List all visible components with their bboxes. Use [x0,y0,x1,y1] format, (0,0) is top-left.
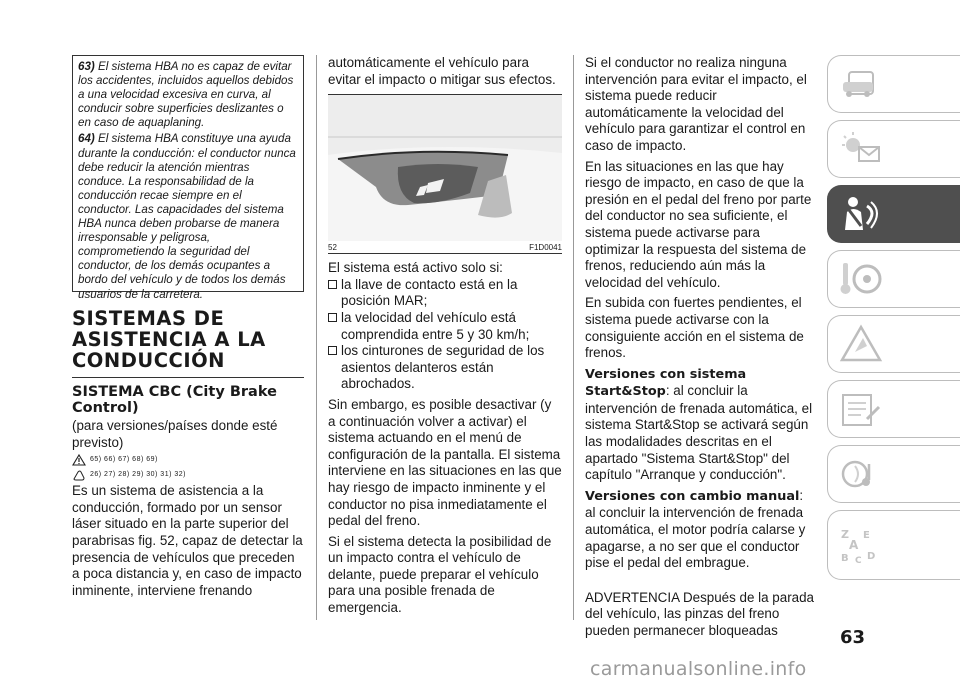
column-divider [316,55,317,620]
caution-refs-text: 26) 27) 28) 29) 30) 31) 32) [90,471,186,479]
warning-64 [78,132,298,301]
cbc-description: Es un sistema de asistencia a la conducción, formado por un sensor láser situado en la parte superior del parabrisas fig. 52, capaz de detectar la presencia de vehículos que preceden a poca distancia y, en caso de impacto inminente, interviene frenando [72,483,303,598]
tab-emergency[interactable] [827,315,960,373]
brake-assist-text: En las situaciones en las que hay riesgo de impacto, en caso de que la presión en el pedal del freno por parte del conductor no sea suficiente, el sistema puede activarse para optimizar la respuesta del sistema de frenos, reduciendo aún más la velocidad del vehículo. [585,158,812,290]
list-item [328,310,562,343]
tab-starting-driving[interactable] [827,250,960,308]
warning-63-number: 63) [78,60,95,73]
tab-safety[interactable] [827,185,960,243]
subsection-title: SISTEMA CBC (City Brake Control) [72,384,277,416]
tab-index[interactable] [827,510,960,580]
figure-52-image [328,95,562,241]
car-dashboard-icon [839,64,883,104]
column-middle [328,55,562,617]
warning-triangle-icon [72,454,86,466]
svg-text:E: E [863,530,870,541]
page-number: 63 [840,627,866,648]
bullet-square-icon [328,313,337,322]
manual-gearbox-body: : al concluir la intervención de frenada automática, el motor podría calarse y apagarse, a no ser que el conductor pise el pedal del embrague. [585,487,806,571]
tab-maintenance[interactable] [827,380,960,438]
watermark-text[interactable]: carmanualsonline.info [590,658,807,680]
caution-hand-icon [72,469,86,481]
section-divider [72,377,304,378]
active-conditions-list [328,277,562,393]
windshield-sensor-illustration [328,95,562,241]
warning-63-text: El sistema HBA no es capaz de evitar los accidentes, incluidos aquellos debidos a una velocidad excesiva en curva, al conducir sobre superficies deslizantes o en caso de aquaplaning. [78,60,294,130]
svg-text:C: C [855,556,862,566]
start-stop-body: : al concluir la intervención de frenada automática, el sistema Start&Stop se activará según las modalidades descritas en el apartado "Sistema Start&Stop" del capítulo "Arranque y conducción". [585,383,813,483]
caution-refs [72,468,304,481]
bullet-square-icon [328,346,337,355]
warning-64-number: 64) [78,132,95,146]
auto-braking-text: Si el conductor no realiza ninguna intervención para evitar el impacto, el sistema puede reducir automáticamente la velocidad del vehículo para garantizar el control en caso de impacto. [585,55,807,153]
index-icon [839,525,883,565]
list-item [328,277,562,310]
warning-lights-icon [839,129,883,169]
seat-belt-safety-icon [839,194,883,234]
list-item-text: la llave de contacto está en la posición MAR; [341,276,518,309]
warning-refs [72,453,304,466]
steering-start-icon [839,259,883,299]
warning-63 [78,60,298,130]
warning-box [72,55,304,301]
list-item [328,343,562,393]
svg-text:Z: Z [841,528,849,541]
column-right [585,55,817,640]
warning-64-text: El sistema HBA constituye una ayuda durante la conducción: el conductor nunca debe reducir la atención mientras conduce. La responsabilidad de la conducción recae siempre en el conductor. Las capacidades del sistema HBA nunca deben probarse de manera irresponsable y peligrosa, comprometiendo la seguridad del conductor, de los demás ocupantes a bordo del vehículo y de todos los demás usuarios de la carretera. [78,132,296,301]
start-stop-label: Versiones con sistema Start&Stop [585,366,747,400]
bullet-square-icon [328,280,337,289]
deactivation-text: Sin embargo, es posible desactivar (y a continuación volver a activar) el sistema actuando en el menú de configuración de la pantalla. El sistema interviene en las situaciones en las que hay riesgo de impacto inminente y el conductor no pisa inmediatamente el pedal del freno. [328,396,562,529]
figure-caption [328,241,562,252]
continued-text: automáticamente el vehículo para evitar el impacto o mitigar sus efectos. [328,55,556,87]
svg-text:D: D [867,551,876,562]
column-divider [573,55,574,620]
emergency-triangle-icon [839,324,883,364]
list-item-text: la velocidad del vehículo está comprendida entre 5 y 30 km/h; [341,309,530,342]
start-stop-text [585,366,817,484]
svg-text:B: B [841,553,849,564]
tab-multimedia[interactable] [827,445,960,503]
multimedia-icon [839,454,883,494]
manual-gearbox-label: Versiones con cambio manual [585,488,800,504]
section-title: SISTEMAS DE ASISTENCIA A LA CONDUCCIÓN [72,307,266,372]
tab-dashboard[interactable] [827,55,960,113]
list-item-text: los cinturones de seguridad de los asientos delanteros están abrochados. [341,343,545,392]
maintenance-icon [839,389,883,429]
manual-gearbox-text [585,488,817,572]
advertencia-text: ADVERTENCIA Después de la parada del vehículo, las pinzas del freno pueden permanecer bloqueadas [585,589,815,638]
figure-number: 52 [328,243,337,253]
intro-text: (para versiones/países donde esté previsto) [72,418,278,450]
column-left [72,55,304,599]
figure-code: F1D0041 [529,243,562,253]
tab-warning-lights[interactable] [827,120,960,178]
svg-text:A: A [849,538,859,552]
active-conditions-intro: El sistema está activo solo si: [328,260,503,276]
figure-bottom-rule [328,253,562,254]
slope-text: En subida con fuertes pendientes, el sistema puede activarse con la consiguiente acción en el sistema de frenos. [585,295,804,361]
emergency-prep-text: Si el sistema detecta la posibilidad de un impacto contra el vehículo de delante, puede preparar el vehículo para una posible frenada de emergencia. [328,533,552,616]
warning-refs-text: 65) 66) 67) 68) 69) [90,456,158,464]
